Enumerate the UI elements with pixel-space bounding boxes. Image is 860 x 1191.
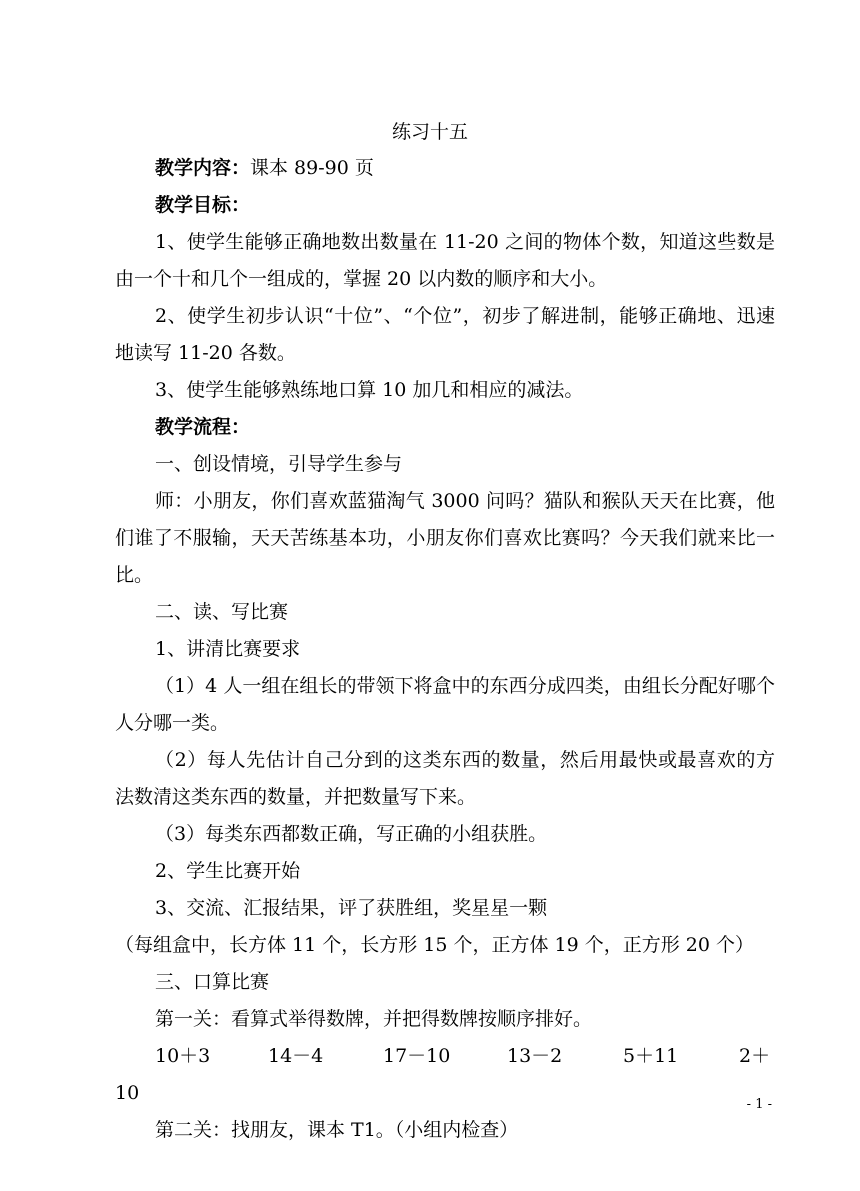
teaching-content-label: 教学内容： [155, 157, 251, 179]
process-item: （1）4 人一组在组长的带领下将盒中的东西分成四类，由组长分配好哪个人分哪一类。 [115, 675, 775, 734]
expression: 2＋ [739, 1045, 771, 1067]
process-item: （2）每人先估计自己分到的这类东西的数量，然后用最快或最喜欢的方法数清这类东西的数量，并把数量写下来。 [115, 749, 775, 808]
goal-item: 1、使学生能够正确地数出数量在 11-20 之间的物体个数，知道这些数是由一个十和几个一组成的，掌握 20 以内数的顺序和大小。 [115, 231, 775, 290]
page-number: - 1 - [746, 1097, 772, 1112]
goals-heading: 教学目标： [155, 194, 251, 216]
goal-item: 2、使学生初步认识“十位”、“个位”，初步了解进制，能够正确地、迅速地读写 11-20 各数。 [115, 305, 775, 364]
process-item: 3、交流、汇报结果，评了获胜组，奖星星一颗 [155, 897, 548, 919]
teaching-content-text: 课本 89-90 页 [250, 157, 374, 179]
document-body [115, 150, 775, 1149]
process-item: （3）每类东西都数正确，写正确的小组获胜。 [155, 823, 548, 845]
expression-wrap: 10 [115, 1082, 140, 1104]
expression: 14－4 [268, 1045, 324, 1067]
box-note: （每组盒中，长方体 11 个，长方形 15 个，正方体 19 个，正方形 20 个） [115, 934, 755, 956]
teaching-content [115, 150, 775, 187]
expression: 13－2 [507, 1045, 563, 1067]
level-two: 第二关：找朋友，课本 T1。（小组内检查） [155, 1119, 519, 1141]
expression: 5＋11 [623, 1045, 679, 1067]
expression-row [115, 1038, 775, 1075]
goal-item: 3、使学生能够熟练地口算 10 加几和相应的减法。 [155, 379, 584, 401]
process-item: 2、学生比赛开始 [155, 860, 301, 882]
process-item: 师：小朋友，你们喜欢蓝猫淘气 3000 问吗？猫队和猴队天天在比赛，他们谁了不服输，天天苦练基本功，小朋友你们喜欢比赛吗？今天我们就来比一比。 [115, 490, 775, 586]
oral-heading: 三、口算比赛 [155, 971, 270, 993]
process-heading: 教学流程： [155, 416, 251, 438]
process-item: 二、读、写比赛 [155, 601, 289, 623]
process-item: 一、创设情境，引导学生参与 [155, 453, 403, 475]
document-title: 练习十五 [391, 121, 468, 143]
expression: 10＋3 [155, 1045, 211, 1067]
process-item: 1、讲清比赛要求 [155, 638, 301, 660]
level-one: 第一关：看算式举得数牌，并把得数牌按顺序排好。 [155, 1008, 593, 1030]
expression: 17－10 [383, 1045, 451, 1067]
